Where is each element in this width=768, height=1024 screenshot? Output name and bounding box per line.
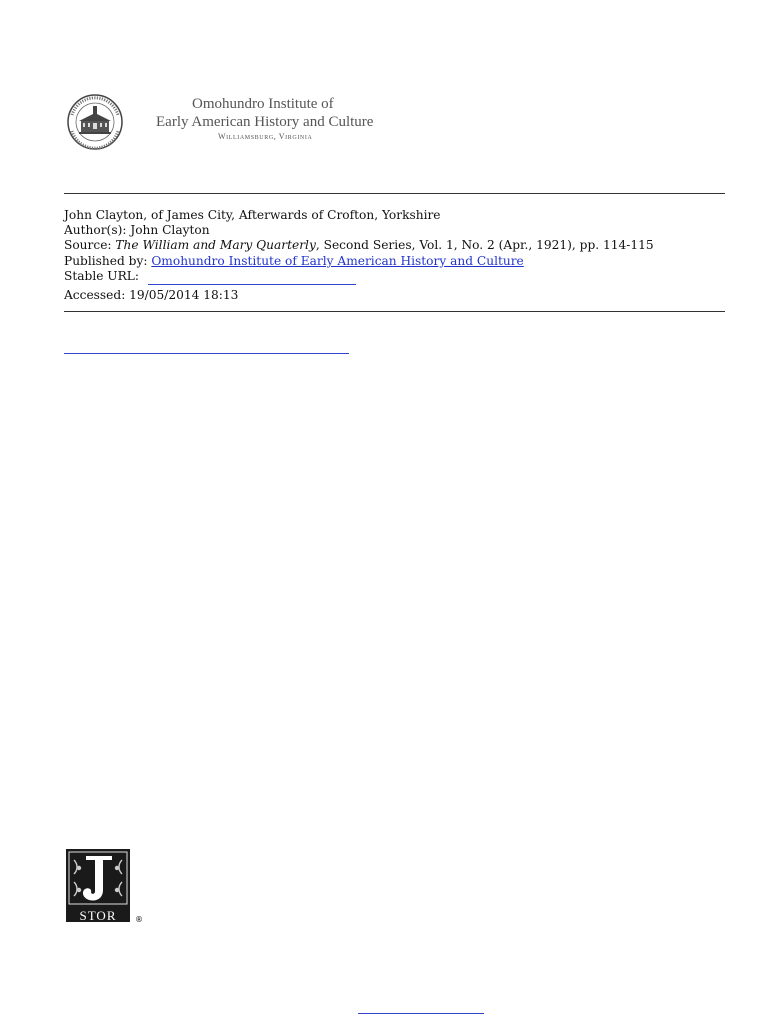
article-authors bbox=[64, 223, 210, 238]
source-label: Source: bbox=[64, 238, 112, 252]
stable-url bbox=[64, 269, 139, 284]
top-divider bbox=[64, 193, 725, 194]
publisher-link[interactable]: Omohundro Institute of Early American History and Culture bbox=[151, 254, 524, 268]
jstor-logo bbox=[64, 848, 142, 924]
jstor-wordmark: STOR bbox=[79, 908, 117, 923]
source-details: , Second Series, Vol. 1, No. 2 (Apr., 1921), pp. 114-115 bbox=[315, 238, 654, 252]
article-publisher bbox=[64, 254, 524, 269]
source-journal: The William and Mary Quarterly bbox=[115, 238, 316, 252]
article-title: John Clayton, of James City, Afterwards of Crofton, Yorkshire bbox=[64, 208, 441, 222]
jstor-logo-mark bbox=[64, 848, 142, 924]
stable-url-link[interactable] bbox=[148, 284, 356, 285]
institute-name-line1: Omohundro Institute of bbox=[192, 96, 334, 112]
published-label: Published by: bbox=[64, 254, 148, 268]
bottom-divider bbox=[64, 311, 725, 312]
authors-value: John Clayton bbox=[130, 223, 210, 237]
article-source bbox=[64, 238, 654, 253]
institute-location: Williamsburg, Virginia bbox=[218, 132, 313, 141]
institute-seal-logo bbox=[64, 93, 126, 151]
registered-mark: ® bbox=[135, 915, 143, 924]
accessed-date: Accessed: 19/05/2014 18:13 bbox=[64, 288, 239, 302]
institute-name-line2: Early American History and Culture bbox=[156, 114, 374, 130]
stable-url-label: Stable URL: bbox=[64, 269, 139, 283]
footer-link[interactable] bbox=[358, 1013, 484, 1014]
terms-of-use-link[interactable] bbox=[64, 353, 349, 354]
authors-label: Author(s): bbox=[64, 223, 127, 237]
